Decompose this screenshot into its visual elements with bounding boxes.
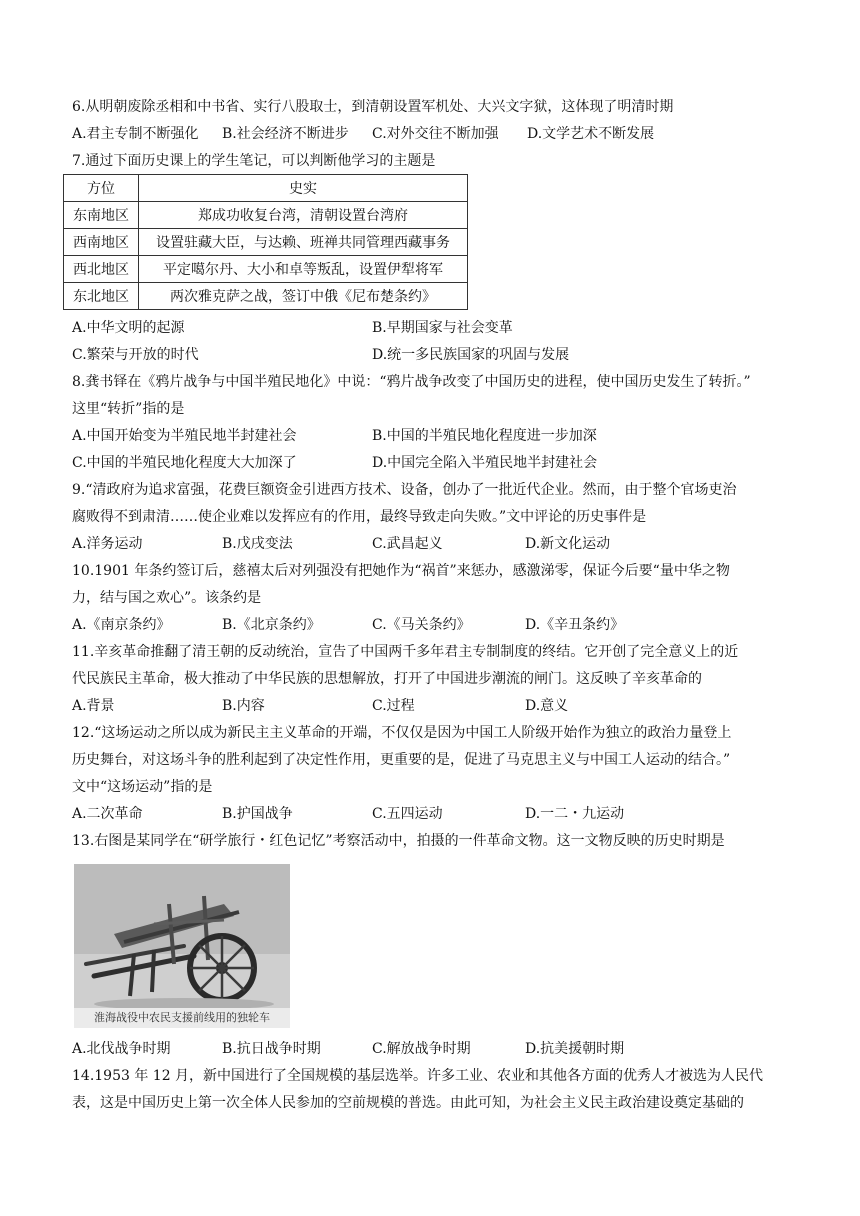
table-cell-region: 东北地区 — [64, 283, 139, 310]
q11-option-b[interactable]: B.内容 — [222, 698, 265, 714]
q8-options-row1 — [72, 426, 792, 446]
q13-option-b[interactable]: B.抗日战争时期 — [222, 1041, 321, 1057]
q9-option-d[interactable]: D.新文化运动 — [525, 536, 611, 552]
q11-stem-line-1: 11.辛亥革命推翻了清王朝的反动统治，宣告了中国两千多年君主专制制度的终结。它开创了完全意义上的近 — [72, 644, 739, 660]
table-row — [64, 256, 468, 283]
q6-option-d[interactable]: D.文学艺术不断发展 — [527, 126, 655, 142]
q10-option-d[interactable]: D.《辛丑条约》 — [525, 617, 625, 633]
table-cell-fact: 郑成功收复台湾，清朝设置台湾府 — [139, 202, 468, 229]
q9-stem-line-1: 9.“清政府为追求富强，花费巨额资金引进西方技术、设备，创办了一批近代企业。然而，由于整个官场吏治 — [72, 482, 737, 498]
q7-option-a[interactable]: A.中华文明的起源 — [72, 320, 185, 336]
q12-option-c[interactable]: C.五四运动 — [372, 806, 443, 822]
table-cell-region: 西南地区 — [64, 229, 139, 256]
q9-option-b[interactable]: B.戊戌变法 — [222, 536, 293, 552]
q7-option-b[interactable]: B.早期国家与社会变革 — [372, 320, 513, 336]
q8-option-a[interactable]: A.中国开始变为半殖民地半封建社会 — [72, 428, 297, 444]
q9-option-c[interactable]: C.武昌起义 — [372, 536, 443, 552]
q12-stem-line-2: 历史舞台，对这场斗争的胜利起到了决定性作用，更重要的是，促进了马克思主义与中国工人运动的结合。” — [72, 752, 731, 768]
table-cell-fact: 设置驻藏大臣，与达赖、班禅共同管理西藏事务 — [139, 229, 468, 256]
q6-option-a[interactable]: A.君主专制不断强化 — [72, 126, 199, 142]
table-header-row — [64, 175, 468, 202]
q12-option-b[interactable]: B.护国战争 — [222, 806, 293, 822]
q14-stem-line-2: 表，这是中国历史上第一次全体人民参加的空前规模的普选。由此可知，为社会主义民主政治建设奠定基础的 — [72, 1095, 744, 1111]
q9-option-a[interactable]: A.洋务运动 — [72, 536, 143, 552]
table-cell-region: 西北地区 — [64, 256, 139, 283]
table-row — [64, 202, 468, 229]
table-header-cell: 方位 — [64, 175, 139, 202]
q7-option-c[interactable]: C.繁荣与开放的时代 — [72, 347, 199, 363]
q11-option-c[interactable]: C.过程 — [372, 698, 415, 714]
q10-options — [72, 615, 792, 635]
q12-option-d[interactable]: D.一二・九运动 — [525, 806, 625, 822]
table-cell-fact: 两次雅克萨之战，签订中俄《尼布楚条约》 — [139, 283, 468, 310]
q7-options-row2 — [72, 345, 792, 365]
q13-option-d[interactable]: D.抗美援朝时期 — [525, 1041, 625, 1057]
q13-option-c[interactable]: C.解放战争时期 — [372, 1041, 471, 1057]
wheelbarrow-photo — [74, 864, 290, 1028]
q13-option-a[interactable]: A.北伐战争时期 — [72, 1041, 171, 1057]
q11-options — [72, 696, 792, 716]
table-cell-fact: 平定噶尔丹、大小和卓等叛乱，设置伊犁将军 — [139, 256, 468, 283]
q14-stem-line-1: 14.1953 年 12 月，新中国进行了全国规模的基层选举。许多工业、农业和其他各方面的优秀人才被选为人民代 — [72, 1068, 764, 1084]
q12-option-a[interactable]: A.二次革命 — [72, 806, 143, 822]
table-row — [64, 229, 468, 256]
q13-stem: 13.右图是某同学在“研学旅行・红色记忆”考察活动中，拍摄的一件革命文物。这一文物反映的历史时期是 — [72, 833, 725, 849]
q10-option-a[interactable]: A.《南京条约》 — [72, 617, 171, 633]
q6-option-c[interactable]: C.对外交往不断加强 — [372, 126, 499, 142]
q8-option-b[interactable]: B.中国的半殖民地化程度进一步加深 — [372, 428, 597, 444]
q10-stem-line-1: 10.1901 年条约签订后，慈禧太后对列强没有把她作为“祸首”来惩办，感激涕零，保证今后要“量中华之物 — [72, 563, 730, 579]
q8-stem-line-2: 这里“转折”指的是 — [72, 401, 185, 417]
q11-option-d[interactable]: D.意义 — [525, 698, 569, 714]
q10-option-b[interactable]: B.《北京条约》 — [222, 617, 321, 633]
q11-option-a[interactable]: A.背景 — [72, 698, 115, 714]
table-row — [64, 283, 468, 310]
q8-option-c[interactable]: C.中国的半殖民地化程度大大加深了 — [72, 455, 297, 471]
q8-options-row2 — [72, 453, 792, 473]
photo-caption: 淮海战役中农民支援前线用的独轮车 — [74, 1008, 290, 1028]
q12-stem-line-1: 12.“这场运动之所以成为新民主主义革命的开端，不仅仅是因为中国工人阶级开始作为独立的政治力量登上 — [72, 725, 732, 741]
q13-options — [72, 1039, 792, 1059]
student-notes-table — [63, 174, 468, 310]
q7-options-row1 — [72, 318, 792, 338]
q7-option-d[interactable]: D.统一多民族国家的巩固与发展 — [372, 347, 570, 363]
q12-stem-line-3: 文中“这场运动”指的是 — [72, 779, 213, 795]
q6-options — [72, 124, 792, 144]
q10-option-c[interactable]: C.《马关条约》 — [372, 617, 471, 633]
q6-stem: 6.从明朝废除丞相和中书省、实行八股取士，到清朝设置军机处、大兴文字狱，这体现了明清时期 — [72, 99, 674, 115]
q11-stem-line-2: 代民族民主革命，极大推动了中华民族的思想解放，打开了中国进步潮流的闸门。这反映了辛亥革命的 — [72, 671, 702, 687]
q6-option-b[interactable]: B.社会经济不断进步 — [222, 126, 349, 142]
table-cell-region: 东南地区 — [64, 202, 139, 229]
q9-options — [72, 534, 792, 554]
q9-stem-line-2: 腐败得不到肃清……使企业难以发挥应有的作用，最终导致走向失败。”文中评论的历史事件是 — [72, 509, 647, 525]
q12-options — [72, 804, 792, 824]
q7-stem: 7.通过下面历史课上的学生笔记，可以判断他学习的主题是 — [72, 153, 436, 169]
q8-option-d[interactable]: D.中国完全陷入半殖民地半封建社会 — [372, 455, 598, 471]
q10-stem-line-2: 力，结与国之欢心”。该条约是 — [72, 590, 262, 606]
table-header-cell: 史实 — [139, 175, 468, 202]
q8-stem-line-1: 8.龚书铎在《鸦片战争与中国半殖民地化》中说：“鸦片战争改变了中国历史的进程，使中国历史发生了转折。” — [72, 374, 751, 390]
